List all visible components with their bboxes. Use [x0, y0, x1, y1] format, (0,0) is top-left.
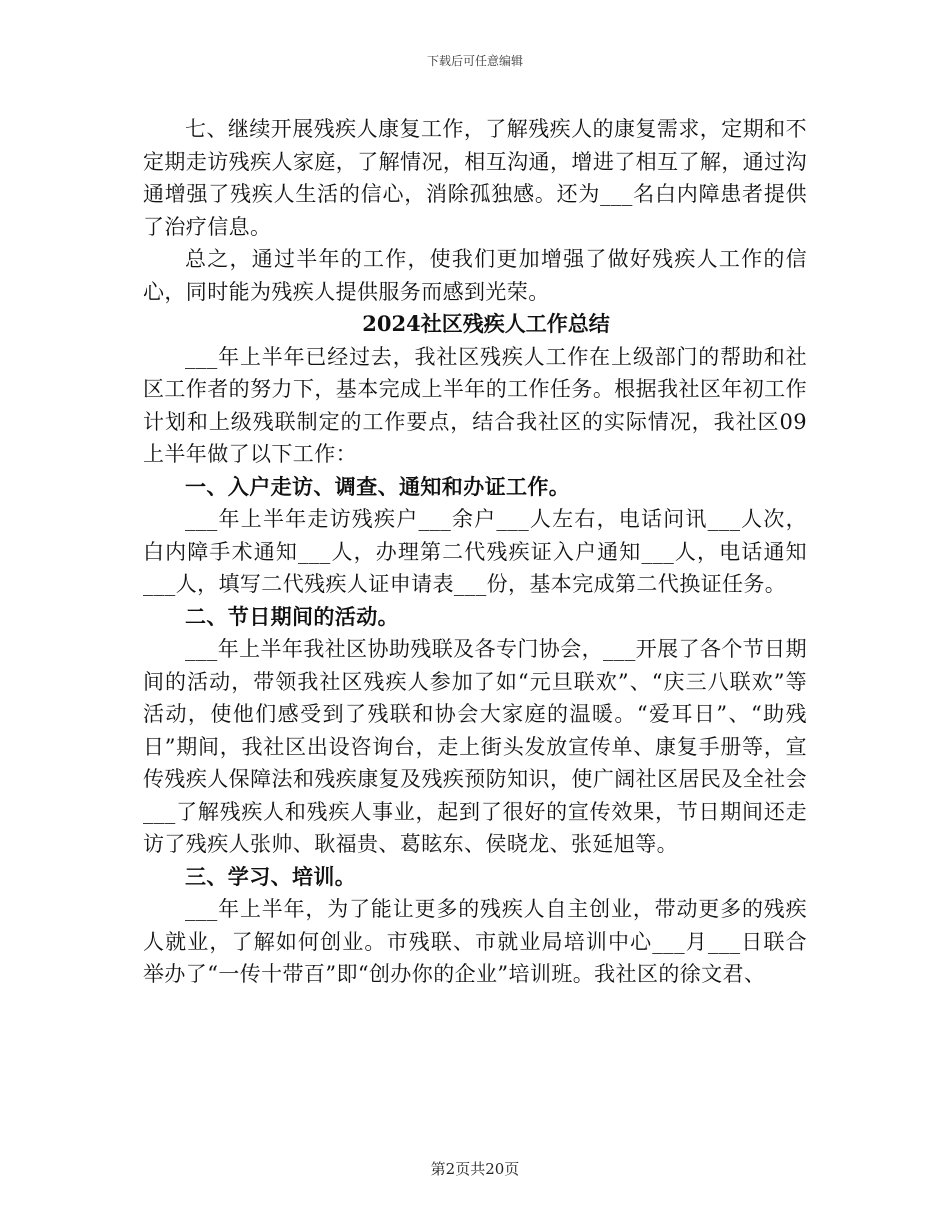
page-header: 下载后可任意编辑 [426, 54, 523, 68]
paragraph-intro: ___年上半年已经过去，我社区残疾人工作在上级部门的帮助和社区工作者的努力下，基本完成上半年的工作任务。根据我社区年初工作计划和上级残联制定的工作要点，结合我社区的实际情况，我社区09上半年做了以下工作： [143, 344, 807, 466]
paragraph-7-rehab: 七、继续开展残疾人康复工作，了解残疾人的康复需求，定期和不定期走访残疾人家庭，了解情况，相互沟通，增进了相互了解，通过沟通增强了残疾人生活的信心，消除孤独感。还为___名白内障患者提供了治疗信息。 [143, 117, 807, 239]
paragraph-training: ___年上半年，为了能让更多的残疾人自主创业，带动更多的残疾人就业，了解如何创业。市残联、市就业局培训中心___月___日联合举办了“一传十带百”即“创办你的企业”培训班。我社区的徐文君、 [143, 897, 807, 986]
document-body [143, 113, 807, 991]
section-heading-2: 二、节日期间的活动。 [185, 603, 399, 629]
paragraph-conclusion: 总之，通过半年的工作，使我们更加增强了做好残疾人工作的信心，同时能为残疾人提供服务而感到光荣。 [143, 247, 807, 304]
paragraph-visits: ___年上半年走访残疾户___余户___人左右，电话问讯___人次，白内障手术通知___人，办理第二代残疾证入户通知___人，电话通知___人，填写二代残疾人证申请表___份，基本完成第二代换证任务。 [143, 507, 807, 596]
section-heading-1: 一、入户走访、调查、通知和办证工作。 [185, 473, 571, 499]
document-title: 2024社区残疾人工作总结 [362, 311, 610, 336]
section-heading-3: 三、学习、培训。 [185, 863, 357, 889]
paragraph-holiday-activities: ___年上半年我社区协助残联及各专门协会，___开展了各个节日期间的活动，带领我社区残疾人参加了如“元旦联欢”、“庆三八联欢”等活动，使他们感受到了残联和协会大家庭的温暖。“爱耳日”、“助残日”期间，我社区出设咨询台，走上街头发放宣传单、康复手册等，宣传残疾人保障法和残疾康复及残疾预防知识，使广阔社区居民及全社会___了解残疾人和残疾人事业，起到了很好的宣传效果，节日期间还走访了残疾人张帅、耿福贵、葛眩东、侯晓龙、张延旭等。 [143, 637, 807, 856]
page-number: 第2页共20页 [430, 1160, 520, 1178]
